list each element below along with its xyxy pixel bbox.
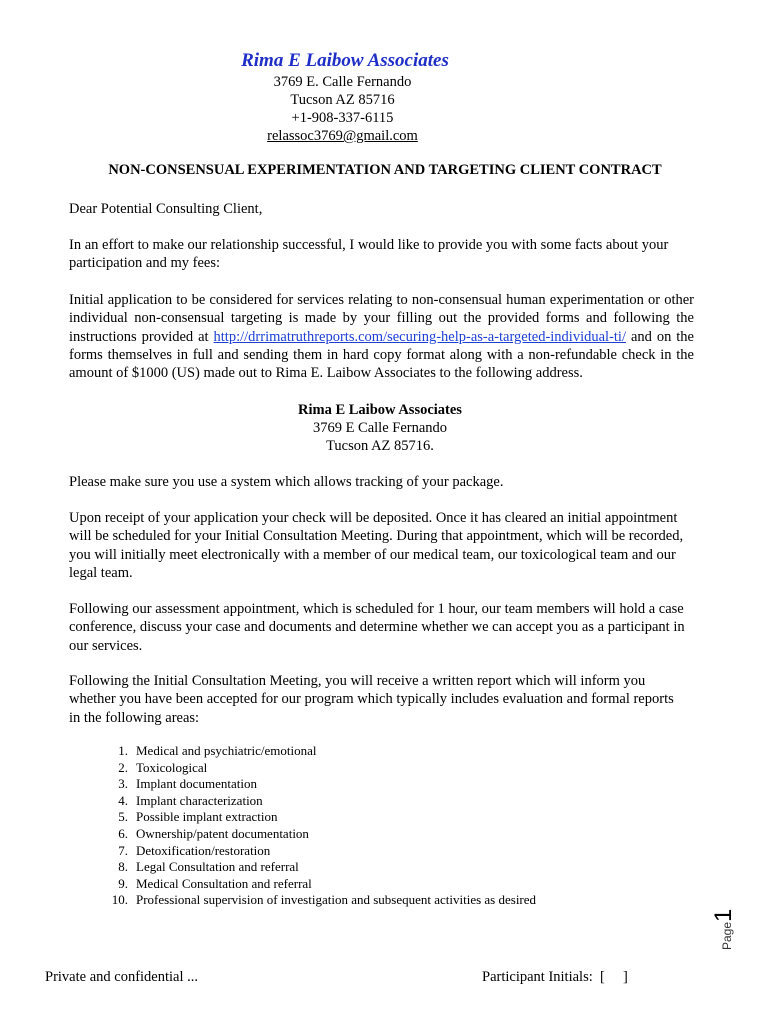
assessment-paragraph: Following our assessment appointment, which is scheduled for 1 hour, our team members will hold a case conference, discuss your case and documents and determine whether we can accept you as a participant in our services. xyxy=(69,601,685,654)
footer-initials: Participant Initials: [ ] xyxy=(482,969,628,985)
salutation: Dear Potential Consulting Client, xyxy=(69,201,263,217)
list-item: 1. Medical and psychiatric/emotional xyxy=(118,743,317,758)
document-title: NON-CONSENSUAL EXPERIMENTATION AND TARGETING CLIENT CONTRACT xyxy=(108,162,662,178)
page-number: 1 xyxy=(710,908,737,922)
letterhead-street: 3769 E. Calle Fernando xyxy=(273,74,412,90)
report-paragraph: Following the Initial Consultation Meeting, you will receive a written report which will inform you whether you have been accepted for our program which typically includes evaluation and formal reports in the following areas: xyxy=(69,673,674,726)
letterhead-city: Tucson AZ 85716 xyxy=(290,92,395,108)
list-item: 9. Medical Consultation and referral xyxy=(118,875,312,891)
application-text-continued: and on the forms themselves in full and sending them in hard copy format along with a non-refundable check in the amount of $1000 (US) made out to Rima E. Laibow Associates to the following address. xyxy=(69,328,694,382)
page-number-marker xyxy=(712,900,762,950)
email-link[interactable]: relassoc3769@gmail.com xyxy=(267,128,418,144)
list-item: 4. Implant characterization xyxy=(118,792,263,808)
intro-paragraph: In an effort to make our relationship successful, I would like to provide you with some facts about your participation and my fees: xyxy=(69,237,669,272)
letterhead-email[interactable] xyxy=(200,127,485,145)
instructions-link[interactable]: http://drrimatruthreports.com/securing-help-as-a-targeted-individual-ti/ xyxy=(213,328,626,345)
letterhead-phone: +1-908-337-6115 xyxy=(291,110,394,126)
tracking-note: Please make sure you use a system which allows tracking of your package. xyxy=(69,474,504,490)
list-item: 7. Detoxification/restoration xyxy=(118,842,271,858)
mailing-address-street: 3769 E Calle Fernando xyxy=(312,420,448,436)
list-item: 8. Legal Consultation and referral xyxy=(118,859,299,875)
footer-confidential: Private and confidential ... xyxy=(45,969,199,985)
list-item: 3. Implant documentation xyxy=(118,776,257,792)
areas-list xyxy=(110,743,536,909)
list-item: 5. Possible implant extraction xyxy=(118,809,278,825)
receipt-paragraph: Upon receipt of your application your check will be deposited. Once it has cleared an initial appointment will be scheduled for your Initial Consultation Meeting. During that appointment, which will be recorded, you will initially meet electronically with a member of our medical team, our toxicological team and our legal team. xyxy=(69,510,684,581)
list-item: 10. Professional supervision of investigation and subsequent activities as desired xyxy=(111,892,537,908)
mailing-address-name: Rima E Laibow Associates xyxy=(298,402,462,418)
application-paragraph xyxy=(69,291,694,382)
letterhead-brand: Rima E Laibow Associates xyxy=(241,50,449,71)
page-label: Page xyxy=(720,921,734,950)
list-item: 2. Toxicological xyxy=(118,759,208,775)
mailing-address-city: Tucson AZ 85716. xyxy=(326,438,434,454)
list-item: 6. Ownership/patent documentation xyxy=(118,825,309,841)
application-text: Initial application to be considered for services relating to non-consensual human experimentation or other individual non-consensual targeting is made by your filling out the provided forms and following the instructions provided at xyxy=(69,292,694,345)
